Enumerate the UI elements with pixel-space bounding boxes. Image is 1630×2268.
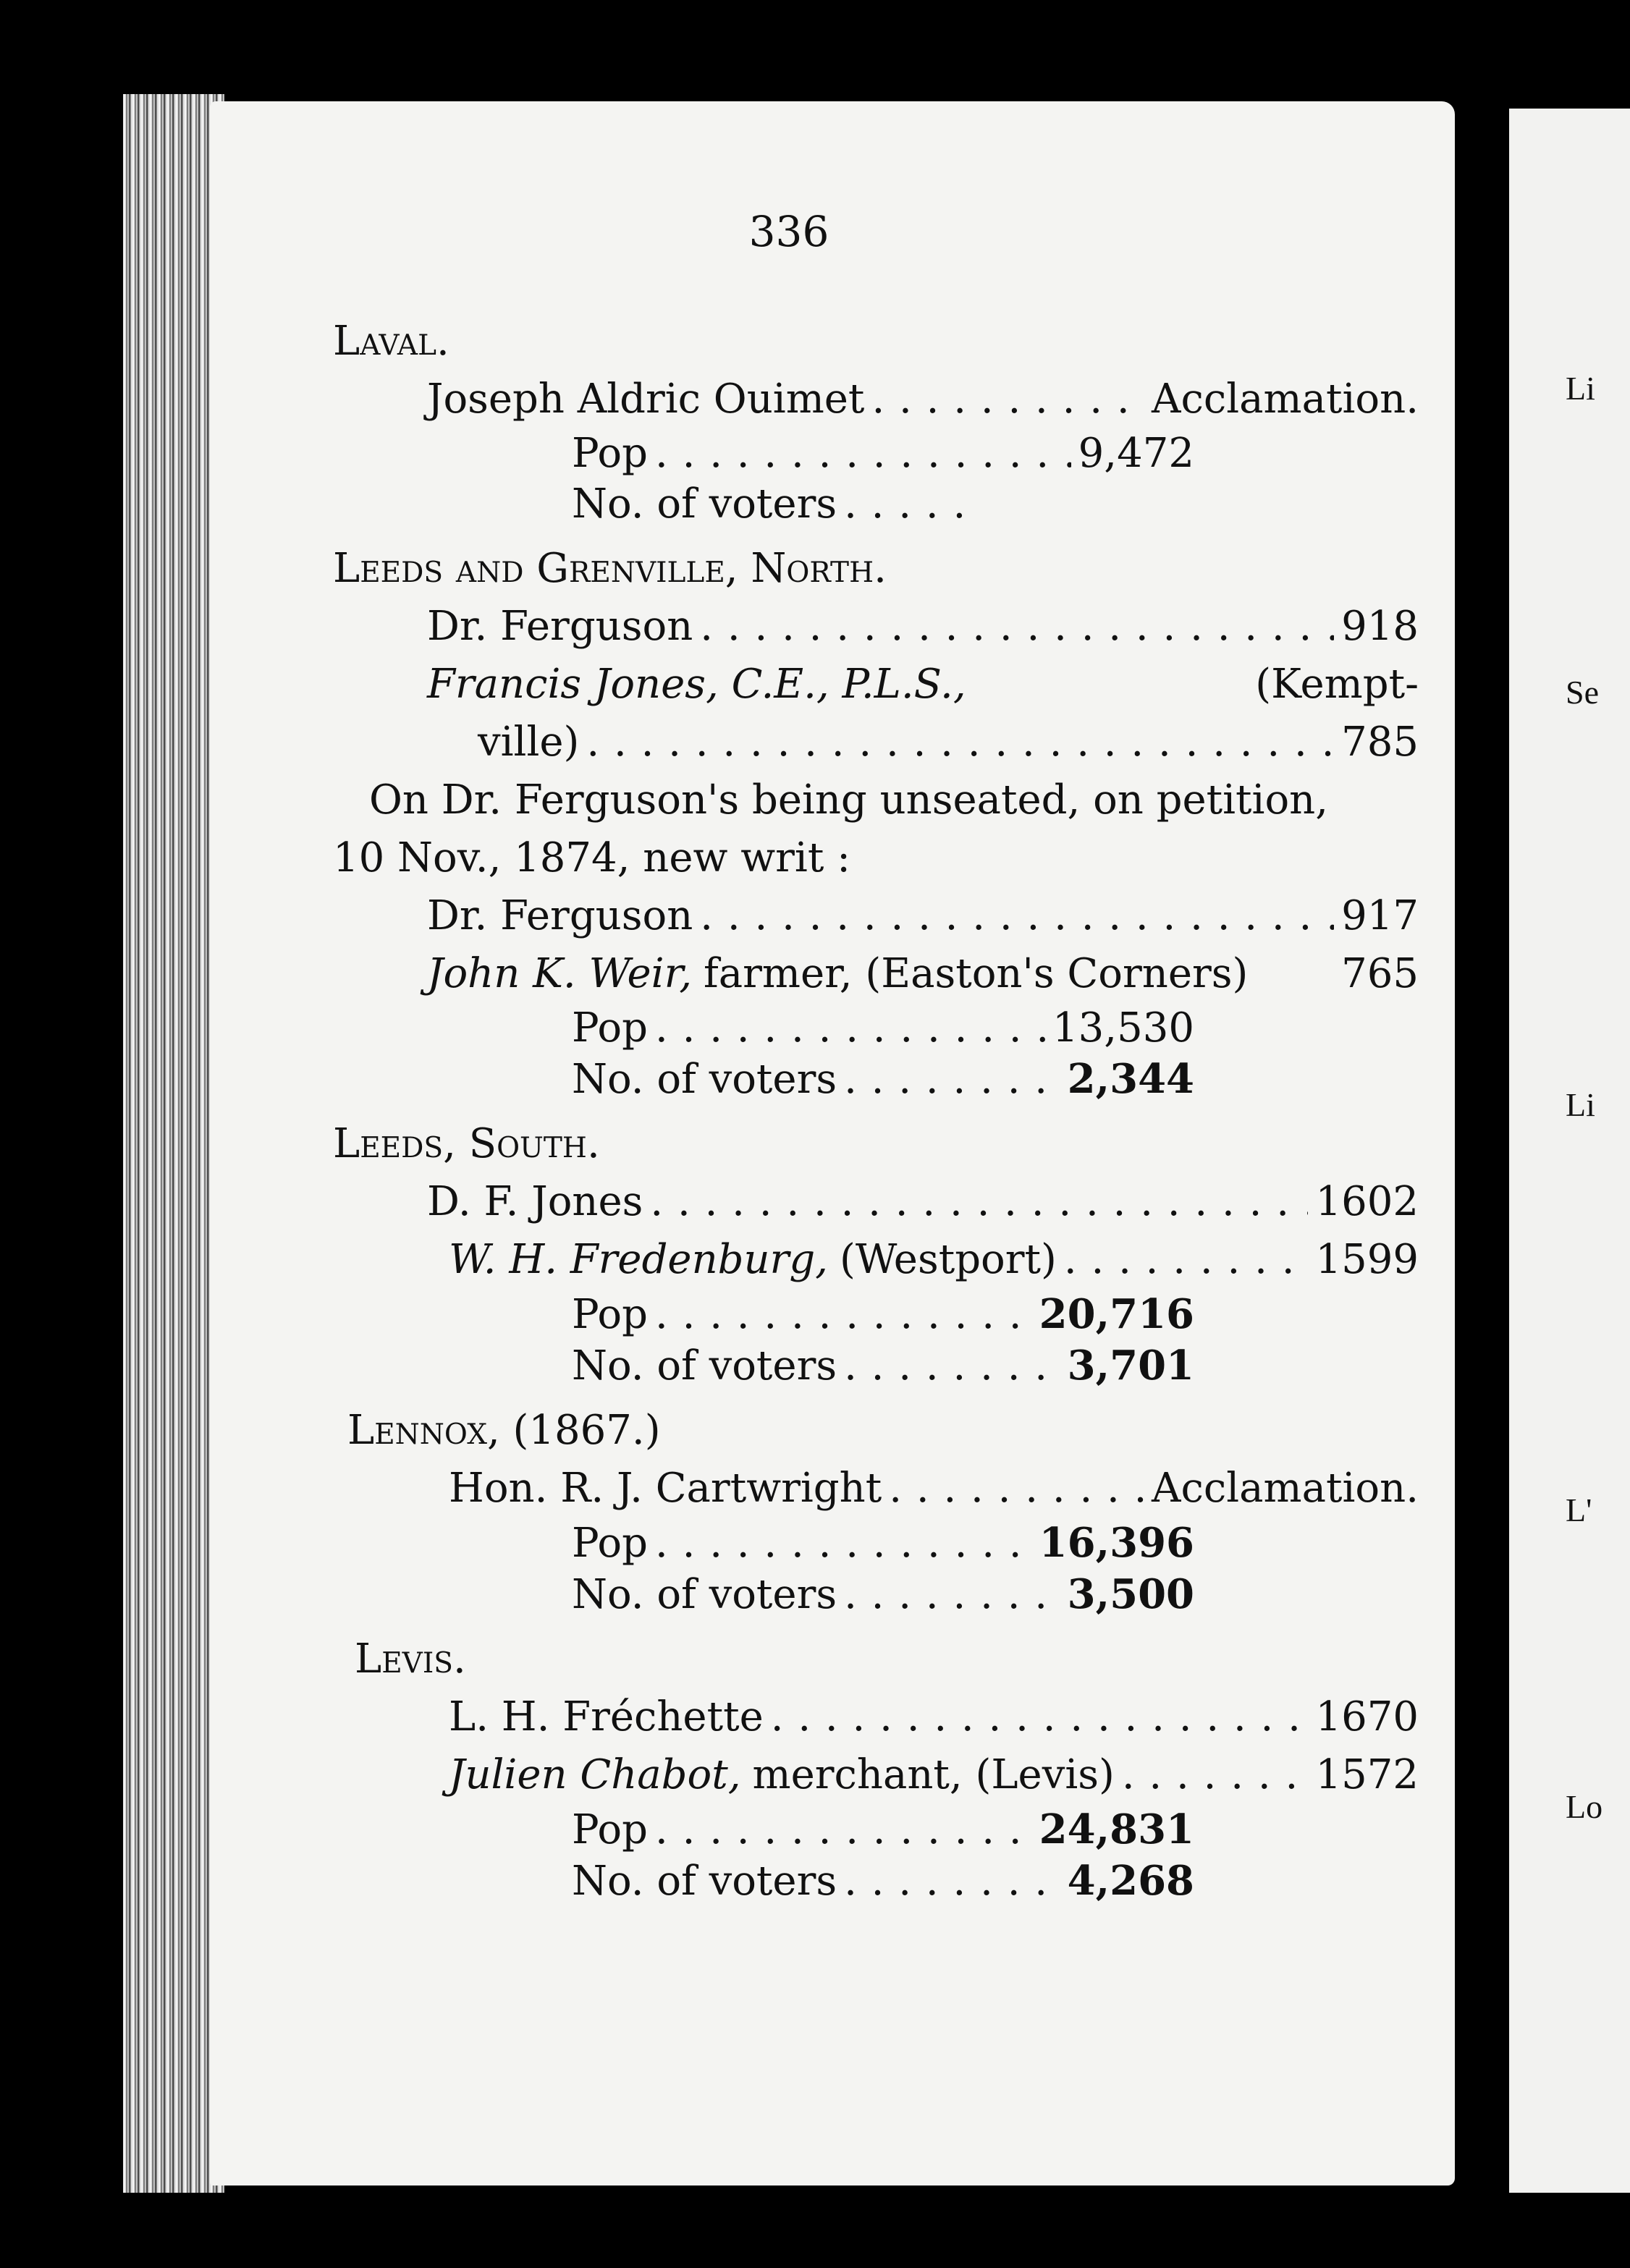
candidate-name: D. F. Jones [427,1178,643,1225]
candidate-row [333,945,1419,1003]
population-row [333,1003,1194,1054]
dot-leader [871,371,1144,428]
dot-leader [650,1173,1308,1231]
population-row [333,1518,1194,1569]
candidate-votes: 765 [1341,950,1419,997]
candidate-votes: 1670 [1315,1693,1419,1740]
dot-leader [700,598,1334,656]
population-row [333,1289,1194,1340]
voters-value: 3,701 [1067,1342,1194,1389]
candidate-votes: 1599 [1315,1236,1419,1283]
voters-value: 3,500 [1067,1570,1194,1618]
pop-label: Pop [572,1806,648,1853]
dot-leader [844,479,970,530]
pop-label: Pop [572,1004,648,1052]
voters-label: No. of voters [572,1342,837,1389]
dot-leader [655,1290,1032,1340]
district-heading-levis: Levis. [355,1636,466,1683]
pop-label: Pop [572,1520,648,1567]
next-page-fragment: Li [1566,370,1595,407]
dot-leader [844,1054,1060,1105]
dot-leader [1122,1746,1309,1804]
candidate-name: Julien Chabot, [449,1751,741,1798]
note-line [333,771,1419,829]
pop-value: 20,716 [1039,1290,1194,1338]
dot-leader [889,1460,1144,1518]
dot-leader [844,1570,1060,1620]
candidate-name: Joseph Aldric Ouimet [427,376,865,423]
candidate-row [333,1173,1419,1231]
next-page-fragment: Se [1566,674,1599,711]
candidate-name: Dr. Ferguson [427,892,693,939]
voters-value: 4,268 [1067,1857,1194,1905]
candidate-name: W. H. Fredenburg, [449,1236,828,1283]
candidate-row [333,1460,1419,1518]
candidate-result: Acclamation. [1152,376,1419,423]
note-text: 10 Nov., 1874, new writ : [333,834,851,881]
note-line [333,829,1419,887]
candidate-name: Francis Jones, C.E., P.L.S., [427,661,966,708]
voters-row [333,1054,1194,1105]
pop-value: 16,396 [1039,1519,1194,1567]
candidate-detail: merchant, (Levis) [752,1751,1115,1798]
candidate-name: John K. Weir, [427,950,692,997]
population-row [333,428,1194,479]
dot-leader [655,1518,1032,1569]
population-row [333,1804,1194,1856]
voters-row [333,1340,1194,1392]
dot-leader [655,428,1071,479]
dot-leader [700,887,1334,945]
next-page-fragment: Lo [1566,1788,1603,1825]
next-page-fragment: Li [1566,1086,1595,1123]
pop-value: 13,530 [1052,1004,1194,1052]
candidate-row [333,887,1419,945]
district-heading-lennox: Lennox, (1867.) [347,1407,661,1454]
dot-leader [655,1003,1045,1054]
candidate-row [333,656,1419,714]
dot-leader [844,1341,1060,1392]
candidate-row [333,598,1419,656]
candidate-detail: (Kempt- [1255,661,1419,708]
dot-leader [771,1688,1309,1746]
candidate-row [333,1231,1419,1289]
pop-label: Pop [572,430,648,477]
page-content [333,203,1419,1907]
dot-leader [586,714,1334,771]
candidate-name: Dr. Ferguson [427,603,693,650]
candidate-votes: 785 [1341,719,1419,766]
district-heading-leeds-south: Leeds, South. [333,1120,600,1167]
next-page-fragment: L' [1566,1491,1592,1528]
note-text: On Dr. Ferguson's being unseated, on petition, [369,777,1329,824]
candidate-votes: 1602 [1315,1178,1419,1225]
voters-row [333,1856,1194,1907]
district-heading-laval: Laval. [333,318,449,365]
candidate-name: Hon. R. J. Cartwright [449,1465,882,1512]
next-page-sliver [1509,109,1630,2193]
voters-label: No. of voters [572,1571,837,1618]
voters-label: No. of voters [572,481,837,528]
candidate-row-continued [333,714,1419,771]
voters-row [333,1569,1194,1620]
voters-label: No. of voters [572,1056,837,1103]
candidate-detail: (Westport) [839,1236,1057,1283]
candidate-votes: 1572 [1315,1751,1419,1798]
candidate-result: Acclamation. [1152,1465,1419,1512]
pop-label: Pop [572,1291,648,1338]
candidate-votes: 917 [1341,892,1419,939]
candidate-votes: 918 [1341,603,1419,650]
pop-value: 24,831 [1039,1806,1194,1853]
voters-row [333,479,977,530]
pop-value: 9,472 [1078,430,1194,477]
dot-leader [1064,1231,1309,1289]
candidate-detail-cont: ville) [478,719,580,766]
candidate-row [333,1688,1419,1746]
dot-leader [655,1805,1032,1856]
book-edge [123,94,224,2193]
voters-value: 2,344 [1067,1055,1194,1103]
dot-leader [844,1856,1060,1907]
candidate-row [333,1746,1419,1804]
candidate-name: L. H. Fréchette [449,1693,764,1740]
candidate-detail: farmer, (Easton's Corners) [704,950,1249,997]
candidate-row [333,371,1419,428]
district-heading-leeds-grenville-north: Leeds and Grenville, North. [333,545,887,592]
voters-label: No. of voters [572,1858,837,1905]
page-number: 336 [748,207,829,256]
